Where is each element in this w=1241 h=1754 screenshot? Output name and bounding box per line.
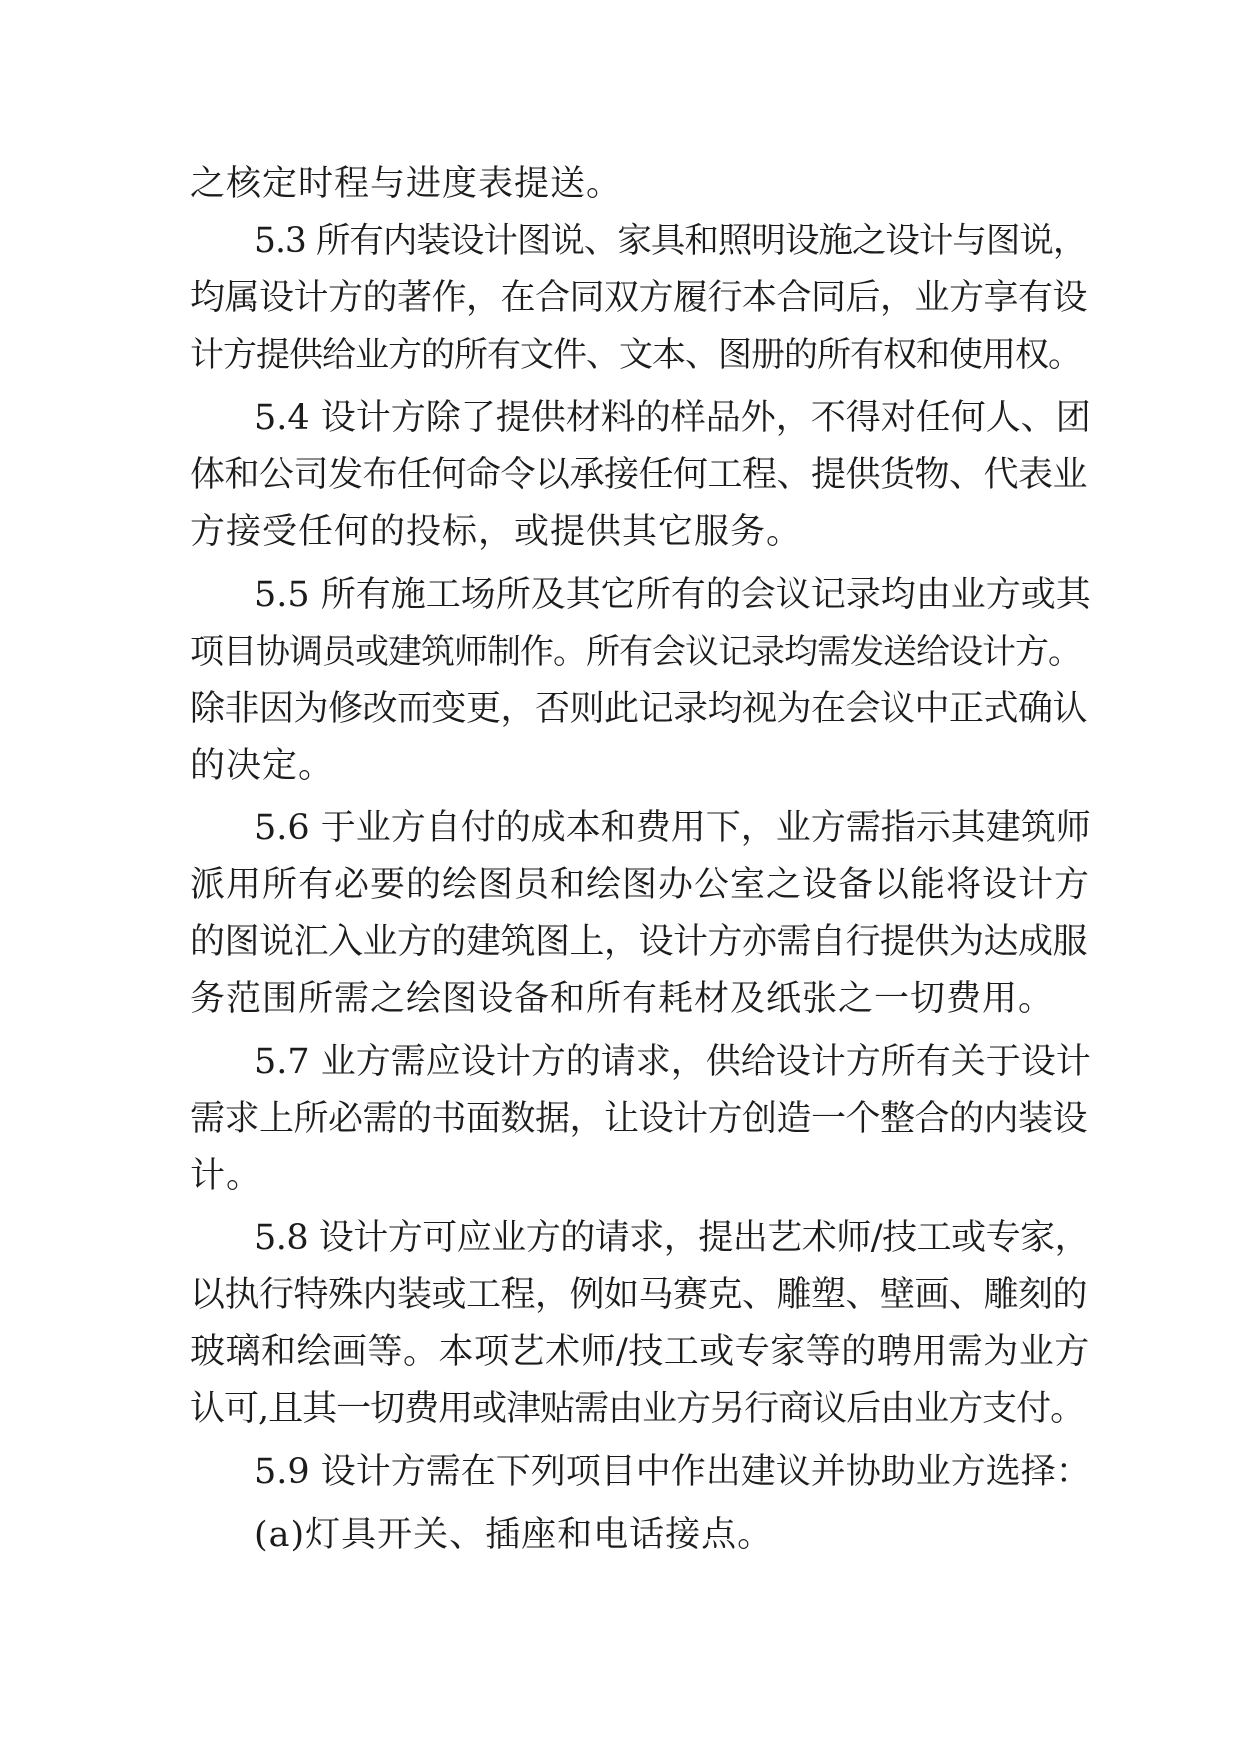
text-line: 派用所有必要的绘图员和绘图办公室之设备以能将设计方 <box>190 865 1091 905</box>
text-line: 方接受任何的投标，或提供其它服务。 <box>190 512 803 552</box>
text-line: 项目协调员或建筑师制作。所有会议记录均需发送给设计方。 <box>190 632 1081 672</box>
text-line: 玻璃和绘画等。本项艺术师/技工或专家等的聘用需为业方 <box>190 1332 1090 1372</box>
text-line: 计。 <box>190 1156 263 1196</box>
text-line: 需求上所必需的书面数据，让设计方创造一个整合的内装设 <box>190 1099 1088 1139</box>
text-line: 务范围所需之绘图设备和所有耗材及纸张之一切费用。 <box>190 979 1055 1019</box>
text-line: 的图说汇入业方的建筑图上，设计方亦需自行提供为达成服 <box>190 922 1088 962</box>
text-line: 5.5 所有施工场所及其它所有的会议记录均由业方或其 <box>254 575 1091 615</box>
text-line: 除非因为修改而变更，否则此记录均视为在会议中正式确认 <box>190 689 1088 729</box>
text-line: 5.3 所有内装设计图说、家具和照明设施之设计与图说， <box>254 221 1087 261</box>
text-line: 5.7 业方需应设计方的请求，供给设计方所有关于设计 <box>254 1042 1091 1082</box>
text-line: 体和公司发布任何命令以承接任何工程、提供货物、代表业 <box>190 455 1088 495</box>
text-line: 的决定。 <box>190 746 335 786</box>
text-line: 5.6 于业方自付的成本和费用下，业方需指示其建筑师 <box>254 808 1091 848</box>
text-line: 5.4 设计方除了提供材料的样品外，不得对任何人、团 <box>254 398 1091 438</box>
text-line: 均属设计方的著作，在合同双方履行本合同后，业方享有设 <box>190 278 1088 318</box>
text-line: 5.8 设计方可应业方的请求，提出艺术师/技工或专家， <box>254 1218 1090 1258</box>
text-line: 计方提供给业方的所有文件、文本、图册的所有权和使用权。 <box>190 335 1081 375</box>
text-line: 之核定时程与进度表提送。 <box>190 164 623 204</box>
text-line: (a)灯具开关、插座和电话接点。 <box>254 1515 774 1555</box>
text-line: 认可,且其一切费用或津贴需由业方另行商议后由业方支付。 <box>190 1389 1085 1429</box>
text-line: 以执行特殊内装或工程，例如马赛克、雕塑、壁画、雕刻的 <box>190 1275 1088 1315</box>
text-line: 5.9 设计方需在下列项目中作出建议并协助业方选择： <box>254 1452 1091 1492</box>
